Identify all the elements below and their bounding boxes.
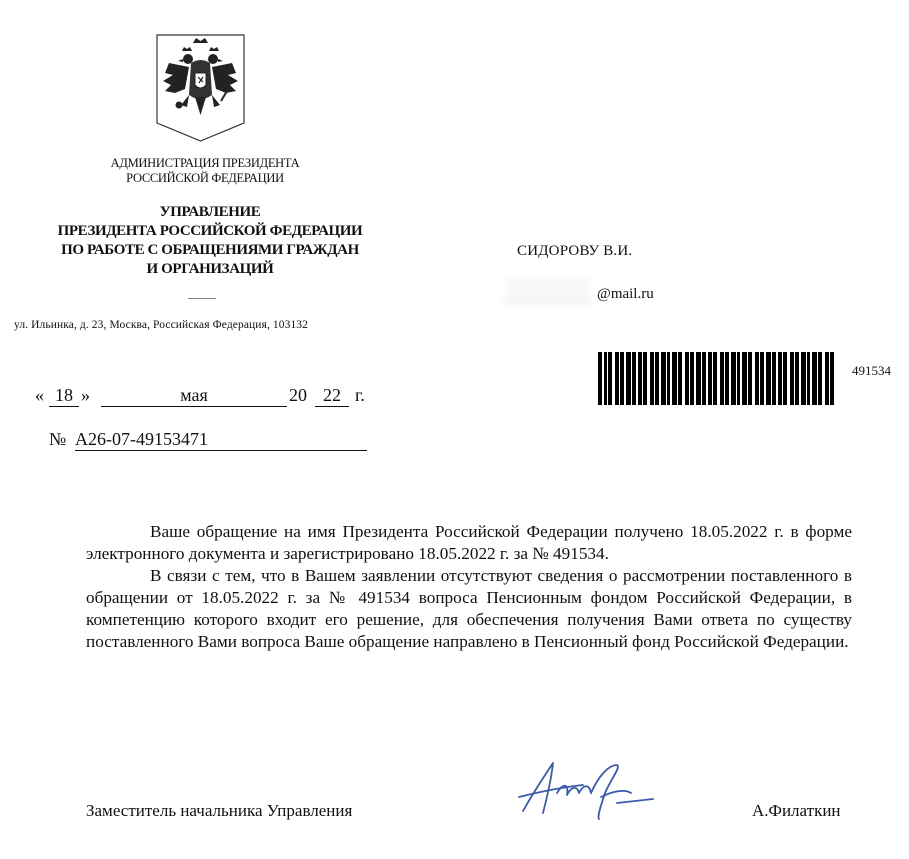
sender-address: ул. Ильинка, д. 23, Москва, Российская Федерация, 103132 [14,319,308,331]
date-open-quote: « [35,385,44,405]
date-close-quote: » [81,385,90,405]
letter-body [86,521,852,653]
reg-prefix: № [49,429,67,449]
dept-line: ПО РАБОТЕ С ОБРАЩЕНИЯМИ ГРАЖДАН [61,242,359,258]
reg-number: А26-07-49153471 [75,429,367,451]
barcode-icon [598,352,834,405]
date-year: 22 [315,385,349,407]
coat-of-arms-icon [155,33,246,143]
date-month: мая [101,385,287,407]
registration-number [49,429,208,450]
body-paragraph: В связи с тем, что в Вашем заявлении отсутствуют сведения о рассмотрении поставленного в обращении от 18.05.2022 г. за № 491534 вопроса Пенсионным фондом Российской Федерации, в компетенцию которого входит его решение, для обеспечения получения Вами ответа по существу поставленного Вами вопроса Ваше обращение направлено в Пенсионный фонд Российской Федерации. [86,566,852,651]
dept-line: И ОРГАНИЗАЦИЙ [146,261,274,277]
admin-line: АДМИНИСТРАЦИЯ ПРЕЗИДЕНТА [110,156,300,170]
signatory-name: А.Филаткин [752,801,841,820]
date-day: 18 [49,385,79,407]
handwritten-signature [513,753,663,823]
dept-line: ПРЕЗИДЕНТА РОССИЙСКОЙ ФЕДЕРАЦИИ [57,223,363,239]
divider [188,298,216,299]
body-paragraph: Ваше обращение на имя Президента Российской Федерации получено 18.05.2022 г. в форме электронного документа и зарегистрировано 18.05.2022 г. за № 491534. [86,522,852,563]
dept-line: УПРАВЛЕНИЕ [159,204,261,220]
department-header [20,203,400,279]
recipient-email: @mail.ru [597,286,654,302]
administration-header [60,156,350,186]
date-suffix: г. [355,385,365,405]
barcode-number: 491534 [852,363,891,378]
redacted-area [505,280,590,305]
recipient-name: СИДОРОВУ В.И. [517,243,633,259]
signatory-title: Заместитель начальника Управления [86,801,353,820]
date-century: 20 [289,385,307,405]
admin-line: РОССИЙСКОЙ ФЕДЕРАЦИИ [126,171,284,185]
